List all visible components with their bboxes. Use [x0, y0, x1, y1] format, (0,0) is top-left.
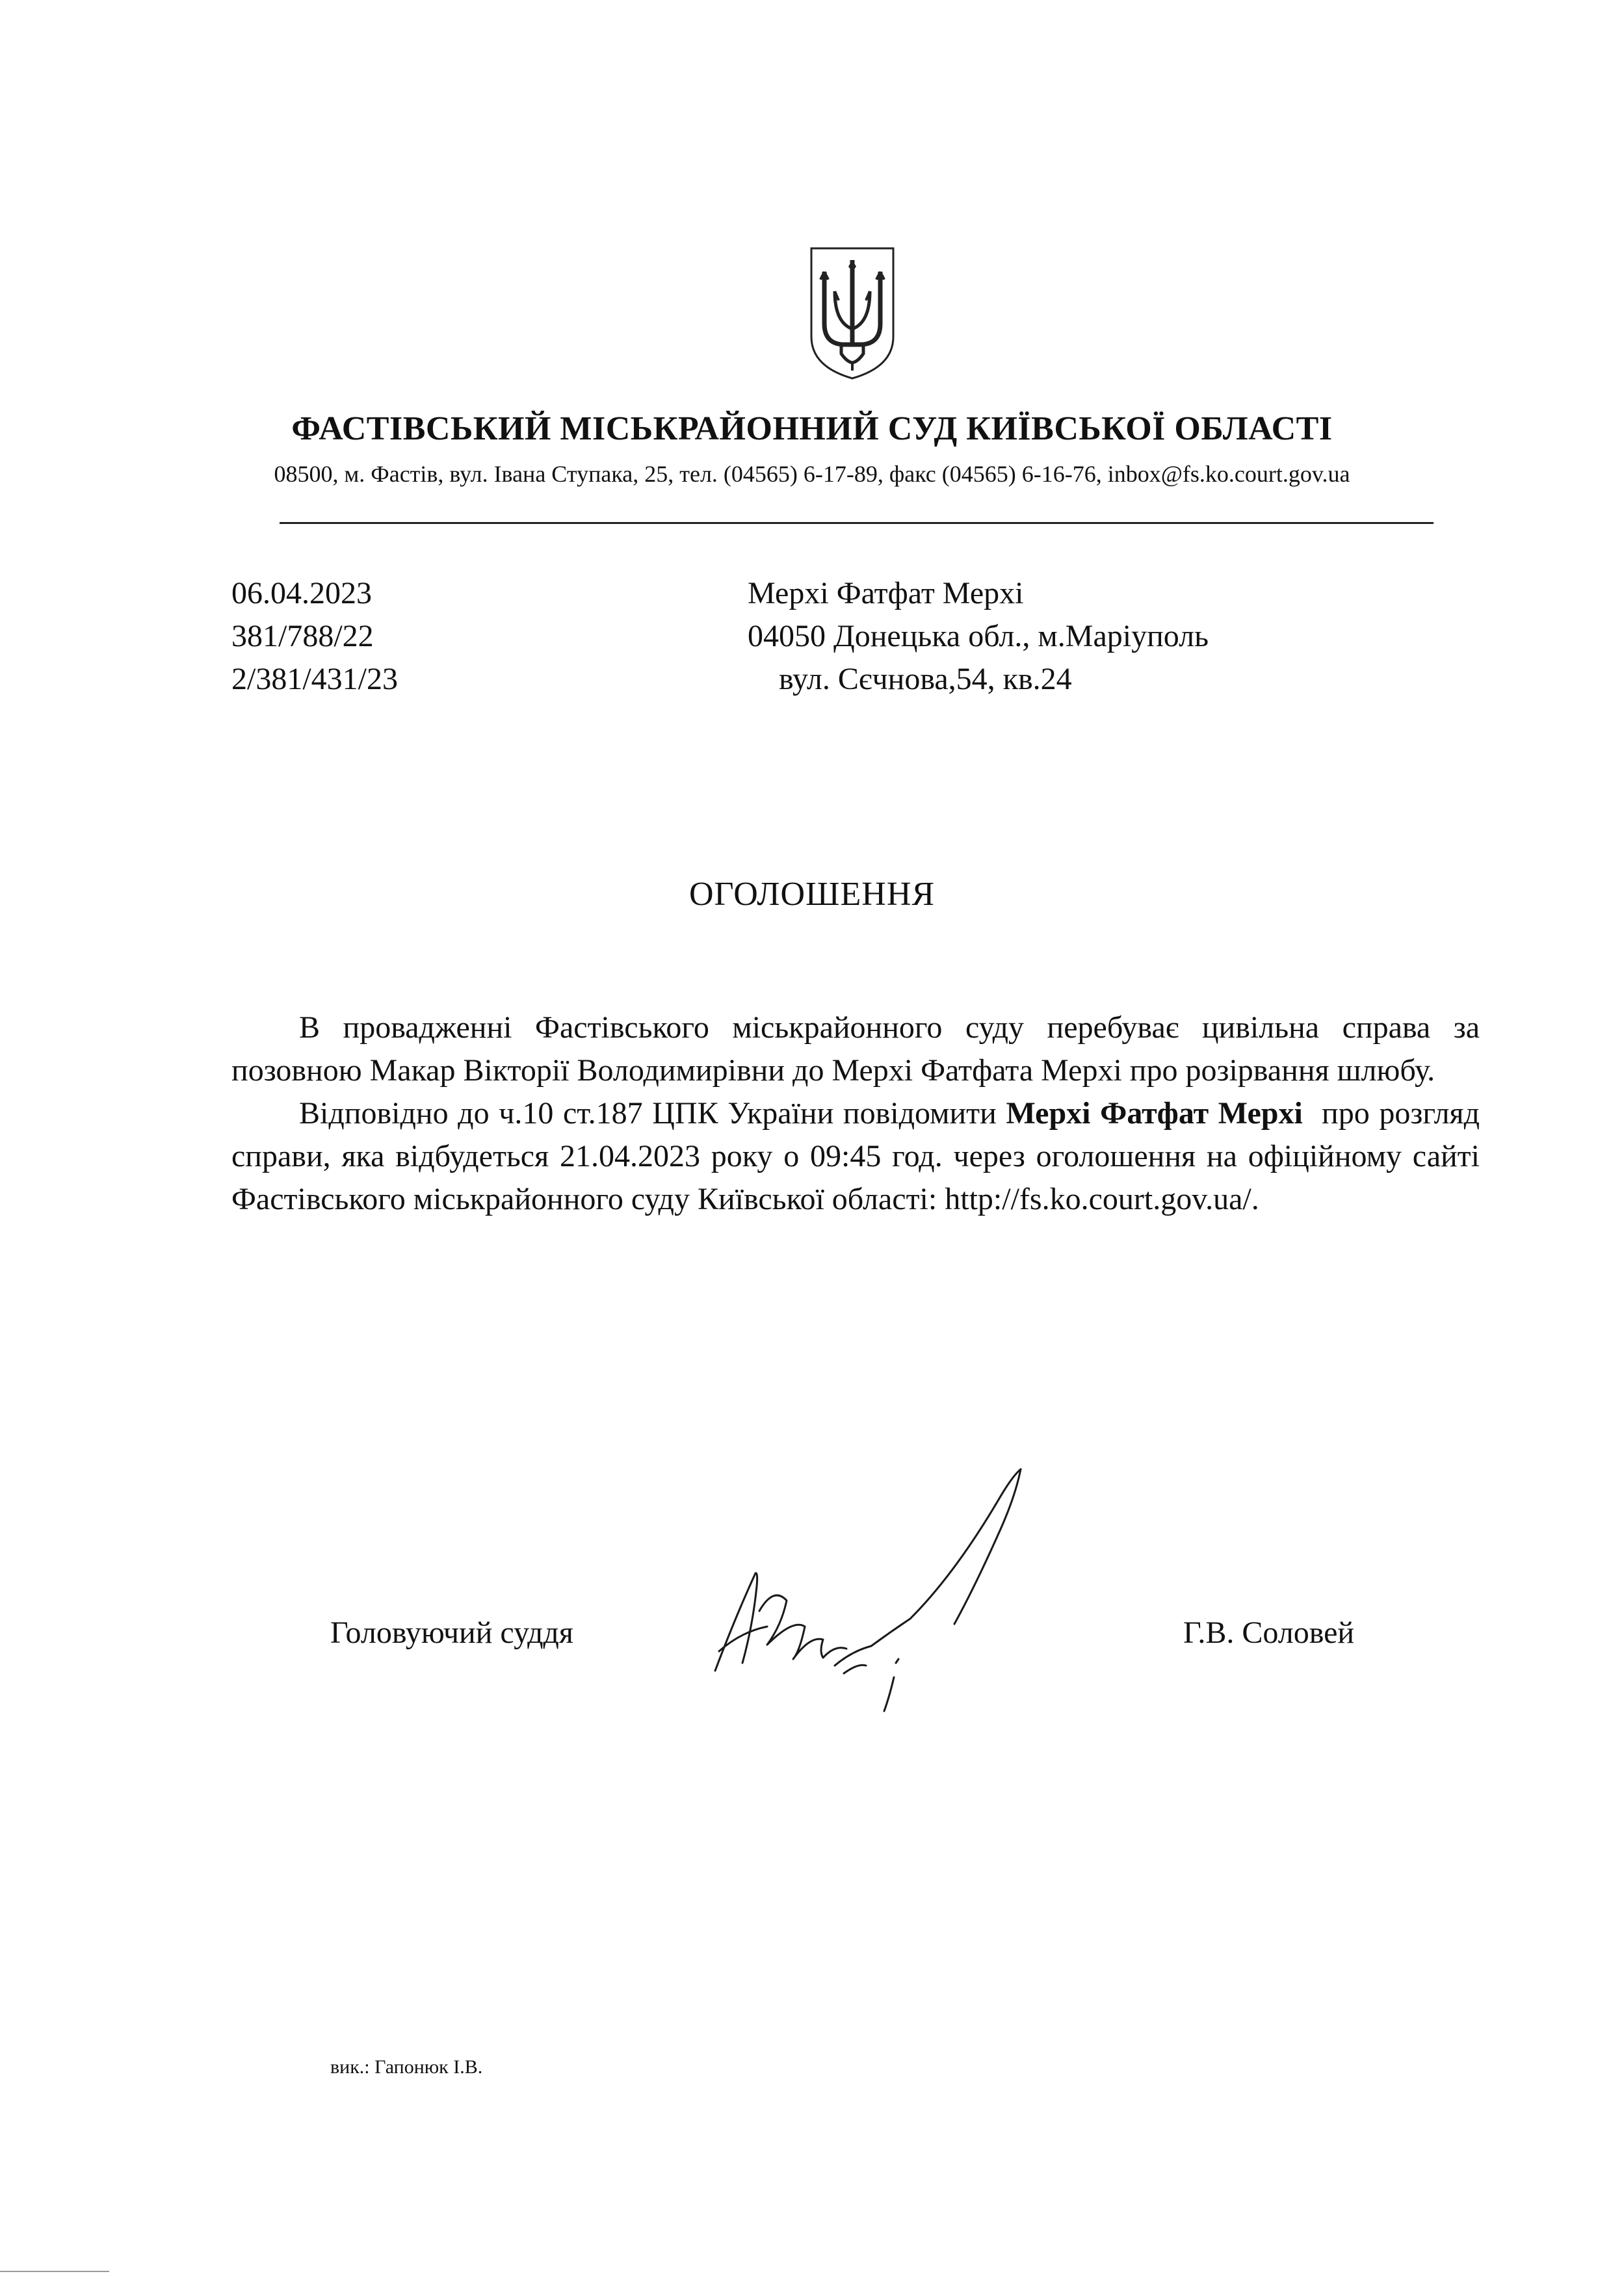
defendant-name-bold: Мерхі Фатфат Мерхі	[1006, 1096, 1303, 1131]
document-references	[231, 572, 398, 701]
header-divider	[280, 522, 1434, 524]
notification-lead: Відповідно до ч.10 ст.187 ЦПК України повідомити	[299, 1096, 1006, 1131]
announcement-body	[231, 1006, 1488, 1221]
paragraph-notification	[231, 1092, 1488, 1221]
case-number: 381/788/22	[231, 619, 374, 653]
executor-note: вик.: Гапонюк І.В.	[330, 2056, 483, 2078]
scan-edge-mark	[0, 2271, 109, 2272]
notification-tail: про розгляд справи, яка відбудеться 21.04.2023 року о 09:45 год. через оголошення на офіційному сайті Фастівського міськрайонного суду Київської області: http://fs.ko.court.gov.ua/.	[231, 1096, 1488, 1216]
document-date: 06.04.2023	[231, 576, 372, 610]
addressee-name: Мерхі Фатфат Мерхі	[748, 576, 1024, 610]
paragraph-case-info: В провадженні Фастівського міськрайонного суду перебуває цивільна справа за позовною Макар Вікторії Володимирівни до Мерхі Фатфата Мерхі про розірвання шлюбу.	[231, 1010, 1480, 1088]
addressee-street: вул. Сєчнова,54, кв.24	[779, 662, 1072, 696]
signer-role: Головуючий суддя	[330, 1615, 573, 1650]
addressee-block	[748, 572, 1209, 701]
handwritten-signature-icon	[696, 1456, 1060, 1736]
trident-coat-of-arms-icon	[809, 246, 896, 381]
signer-name: Г.В. Соловей	[1183, 1615, 1355, 1650]
court-name: ФАСТІВСЬКИЙ МІСЬКРАЙОННИЙ СУД КИЇВСЬКОЇ ОБЛАСТІ	[291, 410, 1333, 447]
court-contact-line: 08500, м. Фастів, вул. Івана Ступака, 25, тел. (04565) 6-17-89, факс (04565) 6-16-76, inbox@fs.ko.court.gov.ua	[274, 461, 1350, 487]
document-title: ОГОЛОШЕННЯ	[688, 876, 936, 913]
addressee-city: 04050 Донецька обл., м.Маріуполь	[748, 619, 1209, 653]
outgoing-number: 2/381/431/23	[231, 662, 399, 696]
